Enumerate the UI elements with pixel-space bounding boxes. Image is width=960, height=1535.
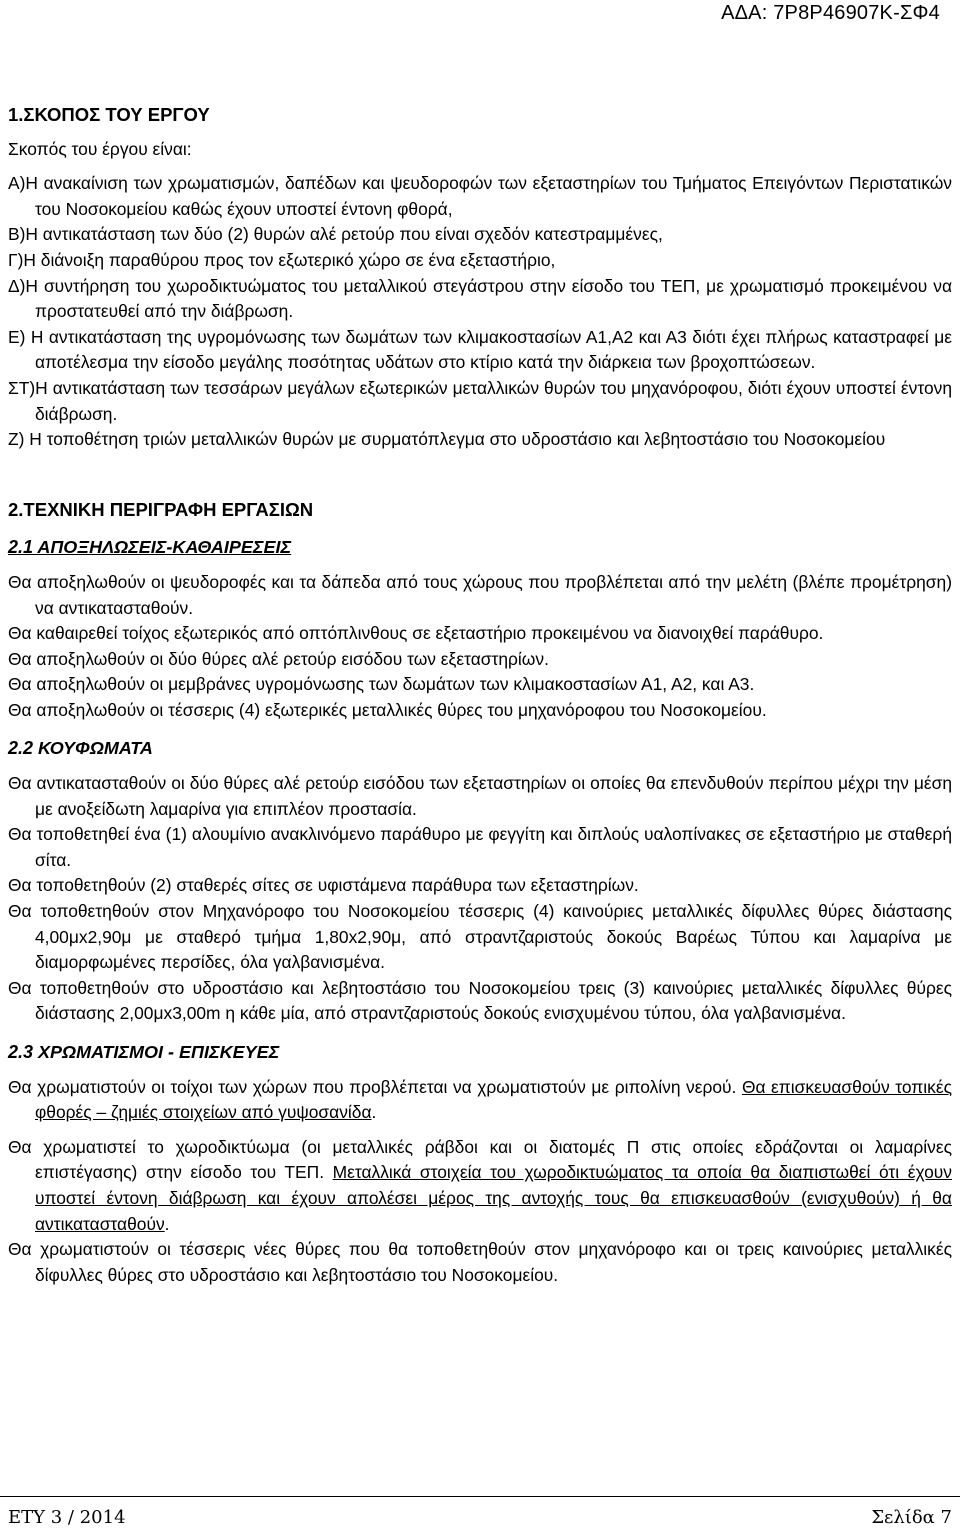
- frames-item: Θα τοποθετηθεί ένα (1) αλουμίνιο ανακλινόμενο παράθυρο με φεγγίτη και διπλούς υαλοπίνακες σε εξεταστήριο με σταθερή σίτα.: [8, 824, 952, 870]
- painting-item: [8, 1135, 952, 1237]
- document-body: [8, 102, 952, 1288]
- removal-item: Θα αποξηλωθούν οι δύο θύρες αλέ ρετούρ εισόδου των εξεταστηρίων.: [8, 648, 549, 669]
- section-1-title: 1.ΣΚΟΠΟΣ ΤΟΥ ΕΡΓΟΥ: [8, 104, 210, 125]
- painting-period: .: [371, 1102, 377, 1123]
- removal-item: Θα καθαιρεθεί τοίχος εξωτερικός από οπτόπλινθους σε εξεταστήριο προκειμένου να διανοιχθεί παράθυρο.: [8, 623, 824, 644]
- page-footer: [0, 1496, 960, 1535]
- frames-item: Θα τοποθετηθούν στο υδροστάσιο και λεβητοστάσιο του Νοσοκομείου τρεις (3) καινούριες μεταλλικές δίφυλλες θύρες διάστασης 2,00μx3,00m η κάθε μία, από στραντζαριστούς δοκούς ενισχυμένου τύπου, όλα γαλβανισμένα.: [8, 977, 952, 1024]
- removal-item: Θα αποξηλωθούν οι μεμβράνες υγρομόνωσης των δωμάτων των κλιμακοστασίων Α1, Α2, και Α3.: [8, 674, 755, 695]
- footer-document-id: ΕΤΥ 3 / 2014: [8, 1507, 126, 1528]
- painting-item: Θα χρωματιστούν οι τέσσερις νέες θύρες που θα τοποθετηθούν στον μηχανόροφο και οι τρεις καινούριες μεταλλικές δίφυλλες θύρες στο υδροστάσιο και λεβητοστάσιο του Νοσοκομείου.: [8, 1239, 952, 1285]
- frames-item: Θα τοποθετηθούν στον Μηχανόροφο του Νοσοκομείου τέσσερις (4) καινούριες μεταλλικές δίφυλλες θύρες διάστασης 4,00μx2,90μ με σταθερό τμήμα 1,80x2,90μ, από στραντζαριστούς δοκούς Βαρέως Τύπου και λαμαρίνα με διαμορφωμένες περσίδες, όλα γαλβανισμένα.: [8, 901, 952, 973]
- space-frame-repair-text: Μεταλλικά στοιχεία του χωροδικτυώματος τα οποία θα διαπιστωθεί ότι έχουν υποστεί έντονη διάβρωση και έχουν απολέσει μέρος της αντοχής τους θα επισκευασθούν (ενισχυθούν) ή θα αντικατασταθούν: [35, 1162, 953, 1234]
- painting-text: Θα χρωματιστούν οι τοίχοι των χώρων που προβλέπεται να χρωματιστούν με ριπολίνη νερού.: [8, 1076, 737, 1097]
- frames-item: Θα τοποθετηθούν (2) σταθερές σίτες σε υφιστάμενα παράθυρα των εξεταστηρίων.: [8, 875, 639, 896]
- footer-page-number: Σελίδα 7: [871, 1507, 952, 1528]
- objective-b: Β)Η αντικατάσταση των δύο (2) θυρών αλέ ρετούρ που είναι σχεδόν κατεστραμμένες,: [8, 224, 663, 245]
- removal-item: Θα αποξηλωθούν οι ψευδοροφές και τα δάπεδα από τους χώρους που προβλέπεται από την μελέτη (βλέπε προμέτρηση) να αντικατασταθούν.: [8, 571, 952, 618]
- space-frame-period: .: [164, 1213, 170, 1234]
- ada-code: ΑΔΑ: 7Ρ8Ρ46907Κ-ΣΦ4: [721, 2, 940, 24]
- objective-z: Ζ) Η τοποθέτηση τριών μεταλλικών θυρών με συρματόπλεγμα στο υδροστάσιο και λεβητοστάσιο του Νοσοκομείου: [8, 429, 886, 450]
- section-1-intro: Σκοπός του έργου είναι:: [8, 138, 192, 159]
- objective-c: Γ)Η διάνοιξη παραθύρου προς τον εξωτερικό χώρο σε ένα εξεταστήριο,: [8, 249, 556, 270]
- section-2-3-title: 2.3 ΧΡΩΜΑΤΙΣΜΟΙ - ΕΠΙΣΚΕΥΕΣ: [8, 1042, 280, 1062]
- section-2-2-title: 2.2 ΚΟΥΦΩΜΑΤΑ: [8, 738, 153, 759]
- section-2-1-title: 2.1 ΑΠΟΞΗΛΩΣΕΙΣ-ΚΑΘΑΙΡΕΣΕΙΣ: [8, 537, 292, 558]
- space-frame-text: Θα χρωματιστεί το χωροδικτύωμα (οι μεταλλικές ράβδοι και οι διατομές Π στις οποίες εδράζονται οι λαμαρίνες επιστέγασης) στην είσοδο του ΤΕΠ.: [8, 1136, 952, 1183]
- objective-st: ΣΤ)Η αντικατάσταση των τεσσάρων μεγάλων εξωτερικών μεταλλικών θυρών του μηχανόροφου, διότι έχουν υποστεί έντονη διάβρωση.: [8, 377, 952, 424]
- frames-item: Θα αντικατασταθούν οι δύο θύρες αλέ ρετούρ εισόδου των εξεταστηρίων οι οποίες θα επενδυθούν περίπου μέχρι την μέση με ανοξείδωτη λαμαρίνα για επιπλέον προστασία.: [8, 773, 952, 819]
- painting-item: [8, 1075, 952, 1126]
- objective-a: Α)Η ανακαίνιση των χρωματισμών, δαπέδων και ψευδοροφών των εξεταστηρίων του Τμήματος Επειγόντων Περιστατικών του Νοσοκομείου καθώς έχουν υποστεί έντονη φθορά,: [8, 173, 952, 219]
- removal-item: Θα αποξηλωθούν οι τέσσερις (4) εξωτερικές μεταλλικές θύρες του μηχανόροφου του Νοσοκομείου.: [8, 699, 767, 720]
- section-2-title: 2.ΤΕΧΝΙΚΗ ΠΕΡΙΓΡΑΦΗ ΕΡΓΑΣΙΩΝ: [8, 498, 314, 520]
- objective-e: Ε) Η αντικατάσταση της υγρομόνωσης των δωμάτων των κλιμακοστασίων Α1,Α2 και Α3 διότι έχει πλήρως καταστραφεί με αποτέλεσμα την είσοδο μεγάλης ποσότητας υδάτων στο κτίριο κατά την διάρκεια των βροχοπτώσεων.: [8, 326, 952, 373]
- painting-repair-text: Θα επισκευασθούν τοπικές φθορές – ζημιές στοιχείων από γυψοσανίδα: [35, 1076, 952, 1123]
- objective-d: Δ)Η συντήρηση του χωροδικτυώματος του μεταλλικού στεγάστρου στην είσοδο του ΤΕΠ, με χρωματισμό προκειμένου να προστατευθεί από την διάβρωση.: [8, 275, 952, 322]
